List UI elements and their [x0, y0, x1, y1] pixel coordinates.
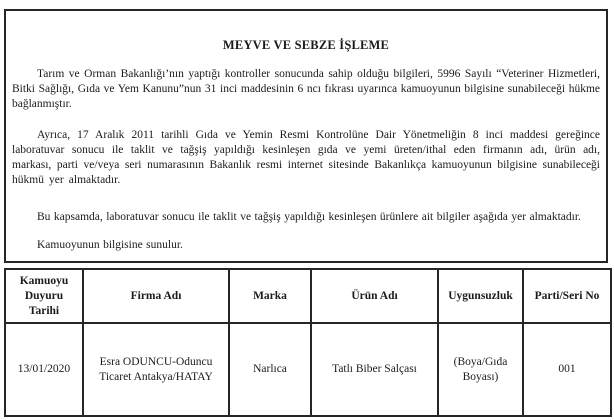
col-header-marka: Marka	[229, 269, 311, 323]
document-title: MEYVE VE SEBZE İŞLEME	[222, 38, 390, 52]
products-table	[4, 268, 612, 417]
cell-urun-adi: Tatlı Biber Salçası	[311, 323, 438, 416]
table-row	[5, 323, 611, 416]
col-header-firma-adi: Firma Adı	[83, 269, 229, 323]
cell-parti-seri-no: 001	[523, 323, 611, 416]
col-header-parti-seri-no: Parti/Seri No	[523, 269, 611, 323]
body-paragraph-1: Tarım ve Orman Bakanlığı’nın yaptığı kontroller sonucunda sahip olduğu bilgileri, 5996 Sayılı “Veteriner Hizmetleri, Bitki Sağlığı, Gıda ve Yem Kanunu”nun 31 inci maddesinin 6 ncı fıkrası uyarınca kamuoyunun bilgisine sunabileceği hükme bağlanmıştır.	[12, 68, 600, 110]
body-paragraph-4: Kamuoyunun bilgisine sunulur.	[37, 239, 183, 251]
cell-marka: Narlıca	[229, 323, 311, 416]
col-header-uygunsuzluk: Uygunsuzluk	[438, 269, 523, 323]
cell-duyuru-tarihi: 13/01/2020	[5, 323, 83, 416]
announcement-box	[4, 9, 608, 263]
body-paragraph-3: Bu kapsamda, laboratuvar sonucu ile taklit ve tağşiş yapıldığı kesinleşen ürünlere ait bilgiler aşağıda yer almaktadır.	[37, 211, 581, 223]
col-header-urun-adi: Ürün Adı	[311, 269, 438, 323]
cell-uygunsuzluk: (Boya/Gıda Boyası)	[438, 323, 523, 416]
col-header-duyuru-tarihi: Kamuoyu Duyuru Tarihi	[5, 269, 83, 323]
body-paragraph-2: Ayrıca, 17 Aralık 2011 tarihli Gıda ve Yemin Resmi Kontrolüne Dair Yönetmeliğin 8 inci maddesi gereğince laboratuvar sonucu ile taklit ve tağşiş yapıldığı kesinleşen gıda ve yemi üreten/ithal eden firmanın adı, ürün adı, markası, parti ve/veya seri numarasının Bakanlık resmi internet sitesinde Bakanlıkça kamuoyunun bilgisine sunabileceği hükmü yer almaktadır.	[12, 129, 600, 186]
table-header-row	[5, 269, 611, 323]
cell-firma-adi: Esra ODUNCU-Oduncu Ticaret Antakya/HATAY	[83, 323, 229, 416]
